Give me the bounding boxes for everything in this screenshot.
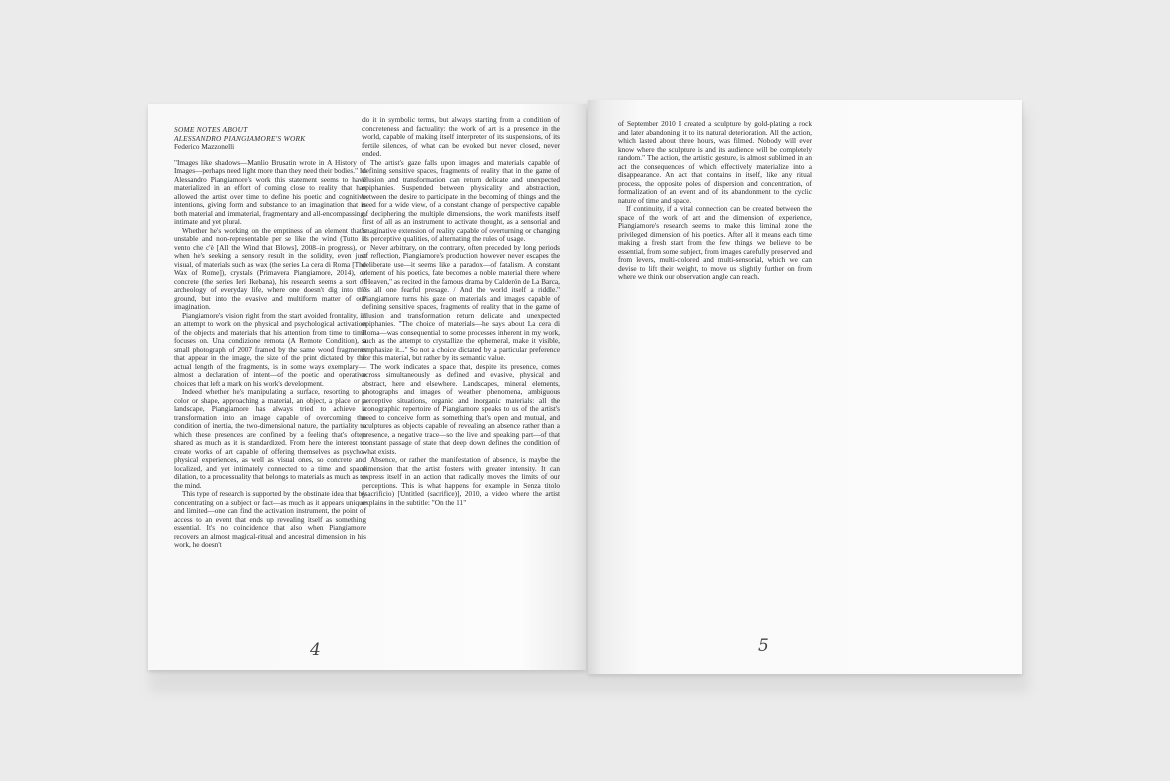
left-page-column-2 xyxy=(362,116,560,507)
right-page xyxy=(588,100,1022,674)
paragraph: Piangiamore's vision right from the start avoided frontality, in an attempt to work on the physical and psychological activation of the objects and materials that his attention from time to time focuses on. Una condizione remota (A Remote Condition), a small photograph of 2007 framed by the same wood fragments that appear in the image, the size of the print dictated by the actual length of the fragments, is in some ways exemplary—almost a declaration of intent—of the poetic and operative choices that left a mark on his work's development. xyxy=(174,310,366,388)
page-number-left: 4 xyxy=(310,640,321,660)
paragraph: Whether he's working on the emptiness of an element that's unstable and non-representable per se like the wind (Tutto il vento che c'è [All the Wind that Blows], 2008–in progress), or when he's seeking a sensory result in the solidity, even just visual, of materials such as wax (the series La cera di Roma [The Wax of Rome]), crystals (Primavera Piangiamore, 2014), or concrete (the series Ieri Ikebana), his research seems a sort of archeology of everyday life, where one doesn't dig into the ground, but into the evasive and multiform matter of our imagination. xyxy=(174,225,366,311)
article-heading-line-1: SOME NOTES ABOUT xyxy=(174,125,248,134)
right-page-column-1 xyxy=(618,120,812,282)
article-heading-line-2: ALESSANDRO PIANGIAMORE'S WORK xyxy=(174,133,306,143)
article-author: Federico Mazzonelli xyxy=(174,142,235,151)
paragraph: of September 2010 I created a sculpture by gold-plating a rock and later abandoning it to its natural deterioration. All the action, which lasted about three hours, was filmed. Nobody will ever know where the sculpture is and its audience will be completely random." The action, the artistic gesture, is almost sublimed in an act the consequences of which effectively materialize into a disappearance. An act that contains in itself, like any ritual process, the opposite poles of dispersion and concentration, of formalization of an event and of its abandonment to the cyclic nature of time and space. xyxy=(618,119,812,205)
page-number-right: 5 xyxy=(758,636,769,656)
paragraph: If continuity, if a vital connection can be created between the space of the work of art and the dimension of experience, Piangiamore's research seems to make this liminal zone the privileged dimension of his poetics. After all it means each time making a fresh start from the few things we believe to be essential, from some subject, from images carefully preserved and from levers, multi-colored and multi-sensorial, which we can devise to lift their weight, to move us slightly further on from where we think our observation angle can reach. xyxy=(618,204,812,281)
paragraph: "Images like shadows—Manlio Brusatin wrote in A History of Images—perhaps need light more than they need their bodies." In Alessandro Piangiamore's work this statement seems to have materialized in an effort of coming close to reality that has allowed the artist over time to define his poetic and cognitive intentions, giving form and substance to an imagination that is both material and immaterial, fragmentary and all-encompassing, intimate and yet plural. xyxy=(174,157,366,226)
left-page-column-1 xyxy=(174,126,366,550)
paragraph: The work indicates a space that, despite its presence, comes across simultaneously as defined and evasive, physical and abstract, here and elsewhere. Landscapes, mineral elements, photographs and images of weather phenomena, ambiguous perceptive situations, organic and inorganic materials: all the iconographic repertoire of Piangiamore speaks to us of the artist's need to conceive form as something that's open and mutual, and sculptures as objects capable of revealing an absence rather than a presence, a negative trace—so the live and speaking part—of that constant passage of state that deep down defines the condition of what exists. xyxy=(362,361,560,456)
paragraph: This type of research is supported by the obstinate idea that by concentrating on a subject or fact—as much as it appears unique and limited—one can find the activation instrument, the point of access to an event that ends up revealing itself as something essential. It's no coincidence that also when Piangiamore recovers an almost magical-ritual and ancestral dimension in his work, he doesn't xyxy=(174,489,366,549)
paragraph: Absence, or rather the manifestation of absence, is maybe the dimension that the artist fosters with greater intensity. It can express itself in an action that radically moves the limits of our perceptions. This is what happens for example in Senza titolo (sacrificio) [Untitled (sacrifice)], 2010, a video where the artist explains in the subtitle: "On the 11" xyxy=(362,455,560,507)
paragraph: Never arbitrary, on the contrary, often preceded by long periods of reflection, Piangiamore's production however never escapes the deliberate use—it seems like a paradox—of fatalism. A constant element of his poetics, fate becomes a noble material there where "Heaven," as recited in the famous drama by Calderón de La Barca, "is all one fearful presage. / And the world itself a riddle." Piangiamore turns his gaze on materials and images capable of defining sensitive spaces, fragments of reality that in the game of illusion and transformation return delicate and unexpected epiphanies. "The choice of materials—he says about La cera di Roma—was consequential to some processes inherent in my work, such as the attempt to crystallize the ephemeral, make it visible, emphasize it..." So not a choice dictated by a particular preference for this material, but rather by its semantic value. xyxy=(362,242,560,362)
paragraph: Indeed whether he's manipulating a surface, resorting to a color or shape, approaching a material, an object, a place or a landscape, Piangiamore has always tried to achieve a transformation into an image capable of overcoming the condition of inertia, the two-dimensional nature, the partiality to which these presences are confined by a feeling that's often shared as much as it is standardized. From here the interest to create works of art capable of offering themselves as psycho-physical experiences, as well as visual ones, so concrete and localized, and yet intimately connected to a time and space dilation, to a processuality that belongs to materials as much as to the mind. xyxy=(174,387,366,490)
paragraph: do it in symbolic terms, but always starting from a condition of concreteness and factuality: the work of art is a presence in the world, capable of making itself interpreter of its suspensions, of its fertile silences, of what can be evoked but never closed, never ended. xyxy=(362,115,560,158)
left-page xyxy=(148,104,586,670)
paragraph: The artist's gaze falls upon images and materials capable of defining sensitive spaces, fragments of reality that in the game of illusion and transformation can return delicate and unexpected epiphanies. Suspended between physicality and abstraction, between the desire to participate in the becoming of things and the need for a wide view, of a constant change of perspective capable of deciphering the multiple dimensions, the work manifests itself first of all as an instrument to activate thought, as a sensorial and imaginative extension of reality capable of overturning or changing its perceptive qualities, of alternating the rules of usage. xyxy=(362,157,560,243)
